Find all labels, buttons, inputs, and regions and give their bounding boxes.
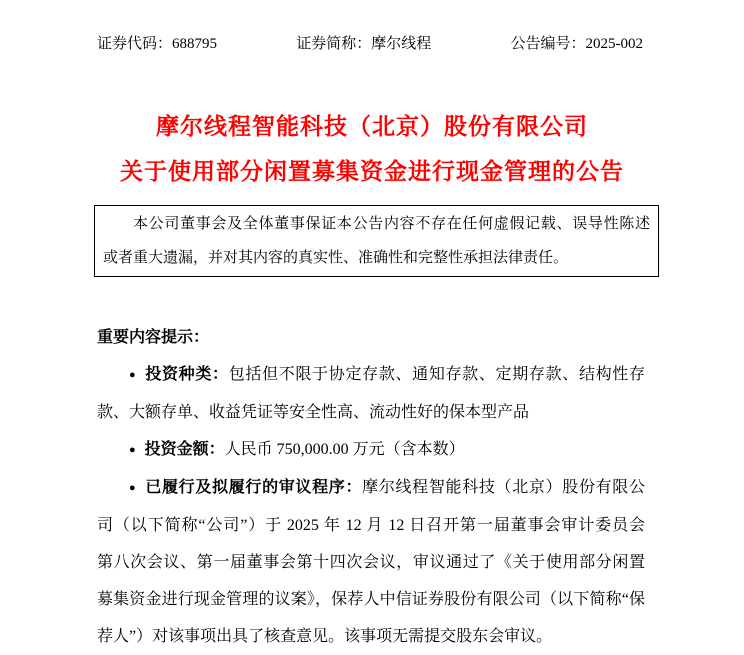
investment-type-text-1: 包括但不限于协定存款、通知存款、定期存款、结构性存 (228, 366, 645, 383)
bullet-icon: ● (129, 482, 137, 494)
review-procedures-label: 已履行及拟履行的审议程序： (145, 479, 363, 496)
announcement-number (510, 32, 643, 53)
stock-code-label: 证券代码： (97, 36, 173, 52)
title-company-line: 摩尔线程智能科技（北京）股份有限公司 (156, 114, 588, 139)
bullet-review-procedures-line-5: 荐人”）对该事项出具了核查意见。该事项无需提交股东会审议。 (97, 628, 553, 645)
declaration-line-1: 本公司董事会及全体董事保证本公告内容不存在任何虚假记载、误导性陈述 (133, 216, 650, 232)
stock-abbr-value: 摩尔线程 (371, 36, 432, 52)
bullet-review-procedures-line-4: 募集资金进行现金管理的议案》，保荐人中信证券股份有限公司（以下简称“保 (97, 591, 645, 608)
announcement-number-label: 公告编号： (510, 36, 586, 52)
stock-code (97, 32, 217, 53)
investment-type-label: 投资种类： (145, 366, 229, 383)
stock-code-value: 688795 (172, 36, 218, 52)
title-subject-line: 关于使用部分闲置募集资金进行现金管理的公告 (120, 159, 624, 184)
bullet-investment-amount-line-1 (97, 431, 645, 469)
securities-header-row (97, 32, 643, 53)
declaration-box (94, 205, 659, 277)
document-title (0, 104, 744, 194)
body-content (97, 319, 645, 655)
review-procedures-text-1: 摩尔线程智能科技（北京）股份有限公 (362, 479, 645, 496)
important-notice-heading: 重要内容提示： (97, 329, 210, 346)
investment-amount-text: 人民币 750,000.00 万元（含本数） (224, 441, 465, 458)
declaration-line-2: 或者重大遗漏，并对其内容的真实性、准确性和完整性承担法律责任。 (103, 250, 569, 266)
bullet-icon: ● (129, 369, 137, 381)
bullet-review-procedures-line-2: 司（以下简称“公司”）于 2025 年 12 月 12 日召开第一届董事会审计委员会 (97, 517, 645, 534)
bullet-investment-type-line-1 (97, 356, 645, 394)
investment-amount-label: 投资金额： (144, 441, 225, 458)
stock-abbr-label: 证券简称： (296, 36, 372, 52)
bullet-review-procedures-line-3: 第八次会议、第一届董事会第十四次会议，审议通过了《关于使用部分闲置 (97, 554, 645, 571)
bullet-icon: ● (129, 444, 136, 456)
stock-abbr (296, 32, 431, 53)
bullet-review-procedures-line-1 (97, 469, 645, 507)
announcement-number-value: 2025-002 (585, 36, 643, 52)
bullet-investment-type-line-2: 款、大额存单、收益凭证等安全性高、流动性好的保本型产品 (97, 404, 530, 421)
